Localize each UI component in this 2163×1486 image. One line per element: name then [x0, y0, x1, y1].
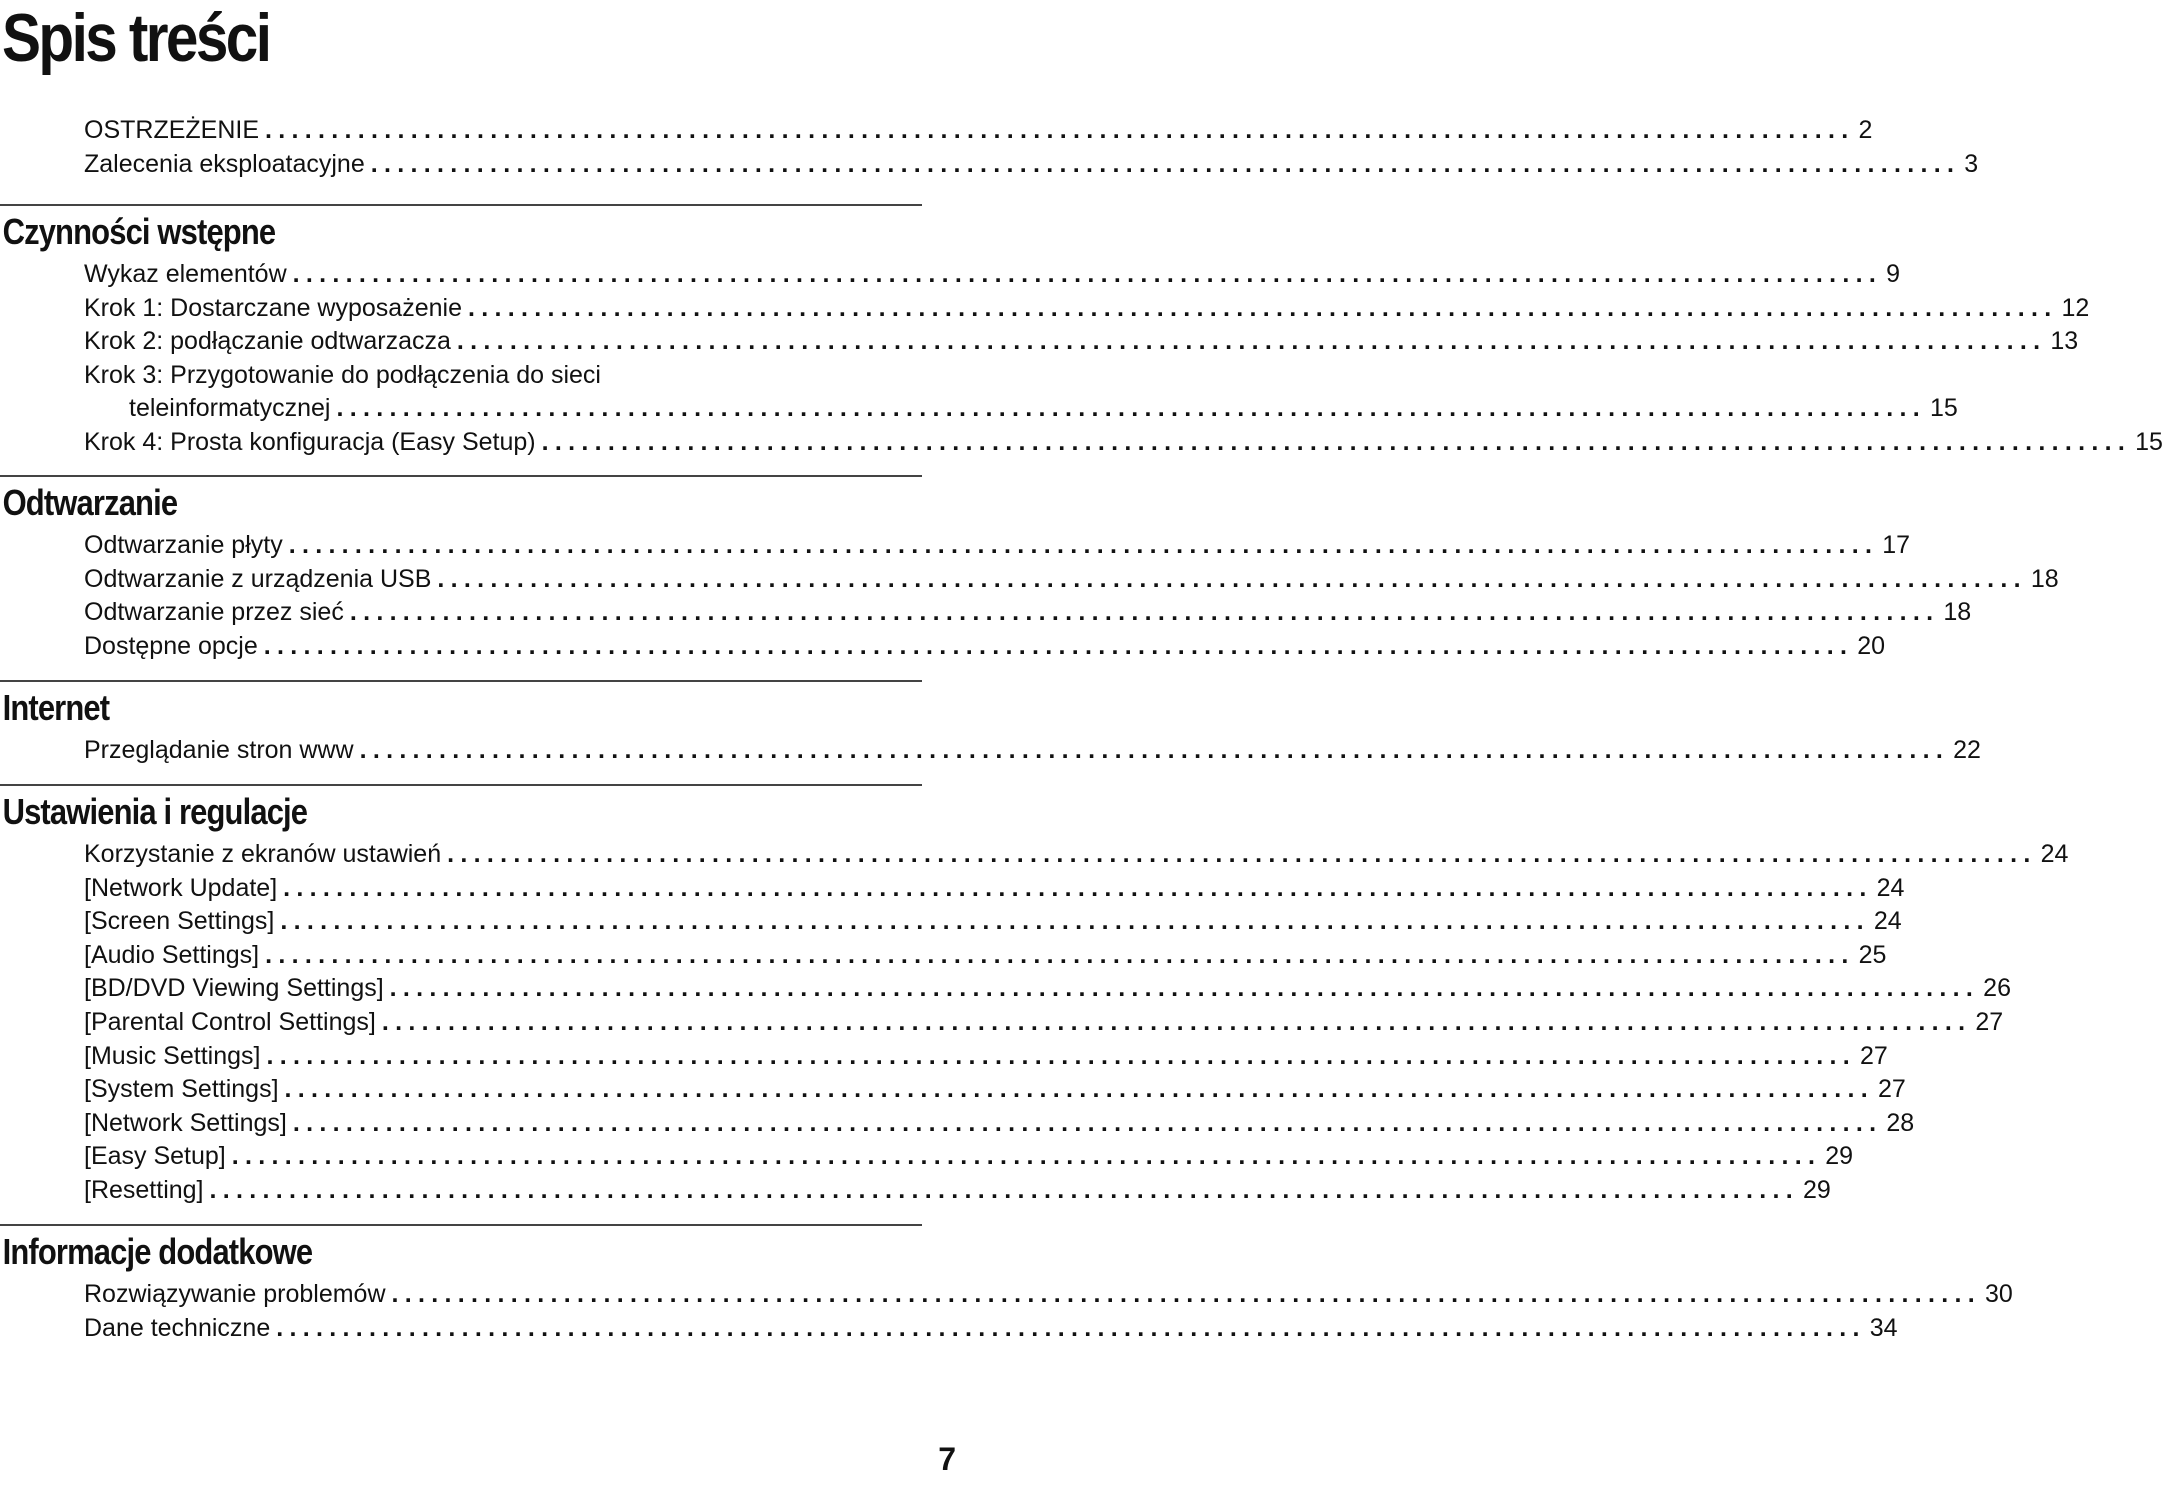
toc-entry[interactable] [84, 872, 1905, 906]
toc-entry-page: 27 [1975, 1007, 2004, 1036]
toc-entry[interactable] [84, 426, 2163, 460]
toc-entry-label: [Resetting] [84, 1175, 204, 1204]
toc-entry-label: Rozwiązywanie problemów [84, 1280, 386, 1308]
toc-entry[interactable] [84, 359, 922, 393]
toc-entry-label: Odtwarzanie z urządzenia USB [84, 564, 432, 593]
dot-leader: ........................................................................................................................ [389, 974, 1980, 1003]
toc-entry[interactable] [84, 734, 1981, 768]
toc-entry[interactable] [84, 838, 2069, 872]
toc-entry-page: 18 [2030, 564, 2059, 593]
toc-section-settings [0, 784, 2069, 1208]
toc-entry[interactable] [84, 1107, 1915, 1141]
dot-leader: ........................................................................................................................ [265, 116, 1855, 144]
toc-entry[interactable] [84, 905, 1902, 939]
toc-entry[interactable] [84, 972, 2011, 1006]
toc-entry-label: [Easy Setup] [84, 1142, 226, 1171]
toc-entry-label: Odtwarzanie płyty [84, 531, 283, 559]
toc-section-internet [0, 680, 1981, 768]
toc-entry[interactable] [84, 1278, 2013, 1312]
dot-leader: ........................................................................................................................ [391, 1280, 1982, 1308]
toc-entry-label: [System Settings] [84, 1075, 279, 1104]
dot-leader: ........................................................................................................................ [370, 149, 1961, 178]
dot-leader: ........................................................................................................................ [288, 531, 1879, 559]
toc-entry-page: 25 [1858, 940, 1887, 969]
dot-leader: ........................................................................................................................ [381, 1007, 1972, 1036]
toc-entry-label: [Parental Control Settings] [84, 1007, 376, 1036]
toc-entry-page: 20 [1857, 631, 1886, 660]
section-heading: Informacje dodatkowe [2, 1231, 313, 1272]
toc-entry-label: Krok 4: Prosta konfiguracja (Easy Setup) [84, 427, 536, 456]
toc-entry-page: 29 [1825, 1142, 1854, 1171]
section-heading: Odtwarzanie [2, 482, 178, 523]
dot-leader: ........................................................................................................................ [266, 1041, 1856, 1070]
toc-entry-label: [BD/DVD Viewing Settings] [84, 974, 384, 1003]
dot-leader: ........................................................................................................................ [263, 631, 1854, 660]
toc-entry[interactable] [84, 1312, 1898, 1346]
toc-entry[interactable] [84, 529, 1911, 563]
toc-entry-page: 34 [1869, 1313, 1898, 1342]
section-heading: Ustawienia i regulacje [2, 791, 308, 832]
toc-entries [84, 114, 1979, 181]
section-heading: Internet [2, 687, 110, 728]
toc-section-additional-info [0, 1224, 2013, 1345]
toc-entry-label: Krok 1: Dostarczane wyposażenie [84, 293, 462, 322]
dot-leader: ........................................................................................................................ [541, 427, 2132, 456]
dot-leader: ........................................................................................................................ [280, 907, 1870, 936]
toc-entry[interactable] [84, 630, 1886, 664]
toc-entry-page: 26 [1983, 974, 2011, 1003]
toc-entry-page: 13 [2050, 327, 2079, 356]
dot-leader: ........................................................................................................................ [437, 564, 2027, 593]
toc-entry-page: 30 [1985, 1280, 2013, 1308]
toc-entry-page: 18 [1943, 598, 1972, 627]
toc-entries [84, 529, 2059, 663]
toc-entry-label: Odtwarzanie przez sieć [84, 598, 344, 627]
toc-entry-label: Dane techniczne [84, 1313, 271, 1342]
toc-entry[interactable] [84, 1140, 1854, 1174]
toc-entry-page: 2 [1858, 116, 1873, 144]
toc-entry[interactable] [84, 1006, 2004, 1040]
dot-leader: ........................................................................................................................ [283, 873, 1873, 902]
toc-entry-page: 24 [1876, 873, 1905, 902]
toc-entry[interactable] [84, 1040, 1888, 1074]
dot-leader: ........................................................................................................................ [456, 327, 2047, 356]
toc-entry-label: Korzystanie z ekranów ustawień [84, 840, 442, 868]
dot-leader: ........................................................................................................................ [292, 260, 1883, 288]
toc-entry-page: 22 [1953, 736, 1981, 764]
toc-entry-page: 12 [2061, 293, 2090, 322]
dot-leader: ........................................................................................................................ [292, 1108, 1883, 1137]
dot-leader: ........................................................................................................................ [231, 1142, 1822, 1171]
toc-entry[interactable] [84, 1174, 1831, 1208]
dot-leader: ........................................................................................................................ [447, 840, 2037, 868]
toc-entry-label: [Network Update] [84, 873, 278, 902]
toc-entry-label: Wykaz elementów [84, 260, 287, 288]
dot-leader: ........................................................................................................................ [209, 1175, 1800, 1204]
toc-entry-label: [Screen Settings] [84, 907, 275, 936]
toc-section-playback [0, 475, 2059, 663]
toc-entry-label: Przeglądanie stron www [84, 736, 354, 764]
dot-leader: ........................................................................................................................ [349, 598, 1940, 627]
toc-entry[interactable] [84, 325, 2079, 359]
toc-entries [84, 838, 2069, 1208]
toc-entry-page: 27 [1859, 1041, 1888, 1070]
toc-entry-label: [Audio Settings] [84, 940, 260, 969]
page-title: Spis treści [2, 0, 270, 76]
dot-leader: ........................................................................................................................ [265, 940, 1855, 969]
dot-leader: ........................................................................................................................ [359, 736, 1950, 764]
toc-entry-label: [Network Settings] [84, 1108, 287, 1137]
dot-leader: ........................................................................................................................ [276, 1313, 1866, 1342]
toc-entry-label: [Music Settings] [84, 1041, 261, 1070]
toc-entries [84, 734, 1981, 768]
toc-entry[interactable] [84, 258, 1901, 292]
toc-entry-page: 24 [1873, 907, 1902, 936]
toc-entry-page: 29 [1803, 1175, 1831, 1204]
dot-leader: ........................................................................................................................ [284, 1075, 1875, 1104]
toc-entry-label: Krok 2: podłączanie odtwarzacza [84, 327, 451, 356]
dot-leader: ........................................................................................................................ [467, 293, 2058, 322]
toc-entry-page: 15 [1929, 394, 1958, 423]
toc-entry-continuation[interactable] [129, 392, 1958, 426]
toc-section-intro [0, 114, 1979, 181]
toc-entries [84, 258, 2163, 460]
toc-entries [84, 1278, 2013, 1345]
toc-entry[interactable] [84, 148, 1979, 182]
toc-entry[interactable] [84, 114, 1873, 148]
toc-entry[interactable] [84, 596, 1972, 630]
toc-entry-page: 28 [1886, 1108, 1915, 1137]
toc-entry-page: 9 [1886, 260, 1901, 288]
toc-entry-label-continuation: teleinformatycznej [129, 394, 331, 423]
toc-entry[interactable] [84, 939, 1887, 973]
toc-entry-page: 24 [2040, 840, 2069, 868]
toc-entry-label: Zalecenia eksploatacyjne [84, 149, 365, 178]
toc-entry-page: 15 [2135, 427, 2163, 456]
toc-entry[interactable] [84, 292, 2090, 326]
dot-leader: ........................................................................................................................ [336, 394, 1926, 423]
toc-entry[interactable] [84, 1073, 1906, 1107]
toc-entry-page: 27 [1878, 1075, 1906, 1104]
section-heading: Czynności wstępne [2, 211, 276, 252]
toc-entry-page: 3 [1964, 149, 1979, 178]
toc-entry[interactable] [84, 563, 2059, 597]
toc-entry-label: Dostępne opcje [84, 631, 258, 660]
toc-section-getting-started [0, 204, 2163, 460]
toc-entry-label: OSTRZEŻENIE [84, 116, 260, 144]
page-number: 7 [938, 1441, 956, 1477]
toc-entry-label: Krok 3: Przygotowanie do podłączenia do sieci [84, 360, 601, 389]
toc-entry-page: 17 [1882, 531, 1911, 559]
